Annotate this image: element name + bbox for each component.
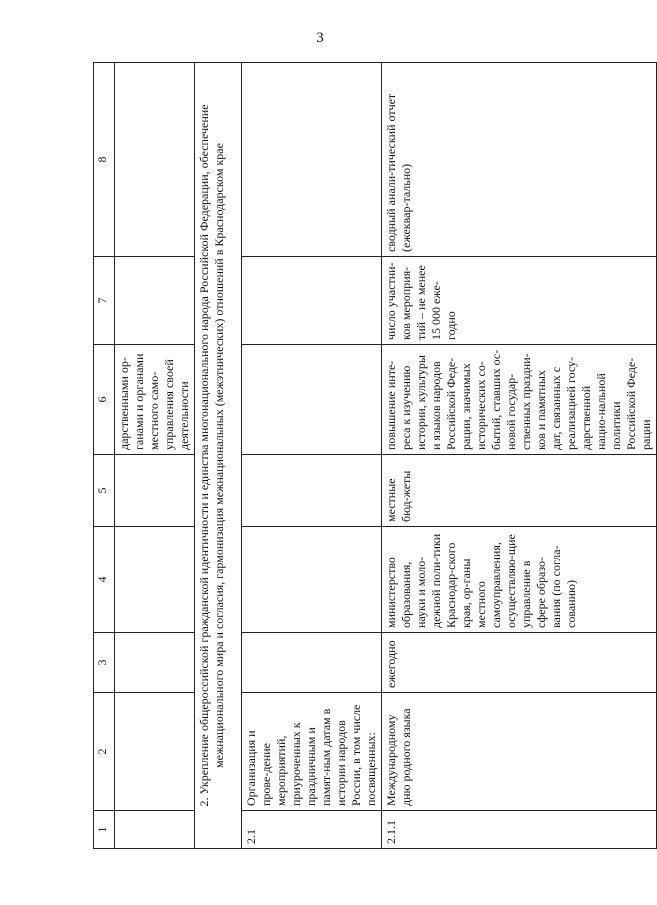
- header-cell: 2: [94, 693, 115, 811]
- cell: [242, 345, 382, 455]
- header-cell: 8: [94, 63, 115, 257]
- section-heading: 2. Укрепление общероссийской гражданской идентичности и единства многонационального народа Российской Федерации, обеспечение межнационального мира и согласия, гармонизация межнациональных (межэтнических) отношений в Краснодарском крае: [195, 63, 242, 849]
- header-cell: 6: [94, 345, 115, 455]
- cell: [115, 455, 195, 527]
- row-number: 2.1: [242, 811, 382, 849]
- plan-table: [93, 62, 657, 849]
- funding-cell: местные бюд-жеты: [382, 455, 657, 527]
- header-cell: 5: [94, 455, 115, 527]
- cell: [115, 811, 195, 849]
- table-row-continuation: [115, 63, 195, 849]
- period-cell: ежегодно: [382, 633, 657, 693]
- cell: [115, 633, 195, 693]
- table-row-2-1-1: [382, 63, 657, 849]
- cell: [242, 257, 382, 345]
- result-cell: повышение инте-реса к изучению истории, культуры и языков народов Российской Феде-рации, значимых исторических со-бытий, ставших ос-новой государ-ственных праздни-ков и памятных дат, связанных с реализацией госу-дарственной нацио-нальной политики Российской Феде-рации: [382, 345, 657, 455]
- measure-name: Международному дню родного языка: [382, 693, 657, 811]
- executors-cell: министерство образования, науки и моло-дежной поли-тики Краснодар-ского края, ор-ганы местного самоуправления, осуществляю-щие управление в сфере образо-вания (по согла-сованию): [382, 527, 657, 633]
- cell: [242, 527, 382, 633]
- header-cell: 3: [94, 633, 115, 693]
- section-heading-row: [195, 63, 242, 849]
- cell: [115, 693, 195, 811]
- header-cell: 1: [94, 811, 115, 849]
- row-number: 2.1.1: [382, 811, 657, 849]
- table-header-row: [94, 63, 115, 849]
- header-cell: 7: [94, 257, 115, 345]
- measure-name: Организация и прове-дение мероприятий, приуроченных к праздничным и памят-ным датам в истории народов России, в том числе посвященных:: [242, 693, 382, 811]
- cell: [115, 527, 195, 633]
- indicator-cell: число участни-ков мероприя-тий – не менее 15 000 еже-годно: [382, 257, 657, 345]
- cell: [242, 633, 382, 693]
- page-number: 3: [316, 30, 324, 46]
- header-cell: 4: [94, 527, 115, 633]
- rotated-table-wrapper: [93, 63, 653, 849]
- report-cell: сводный анали-тический отчет (ежеквар-тально): [382, 63, 657, 257]
- table-row-2-1: [242, 63, 382, 849]
- cell: [242, 63, 382, 257]
- continuation-cell: дарственными ор-ганами и органами местного само-управления своей деятельности: [115, 345, 195, 455]
- cell: [115, 63, 195, 257]
- cell: [115, 257, 195, 345]
- cell: [242, 455, 382, 527]
